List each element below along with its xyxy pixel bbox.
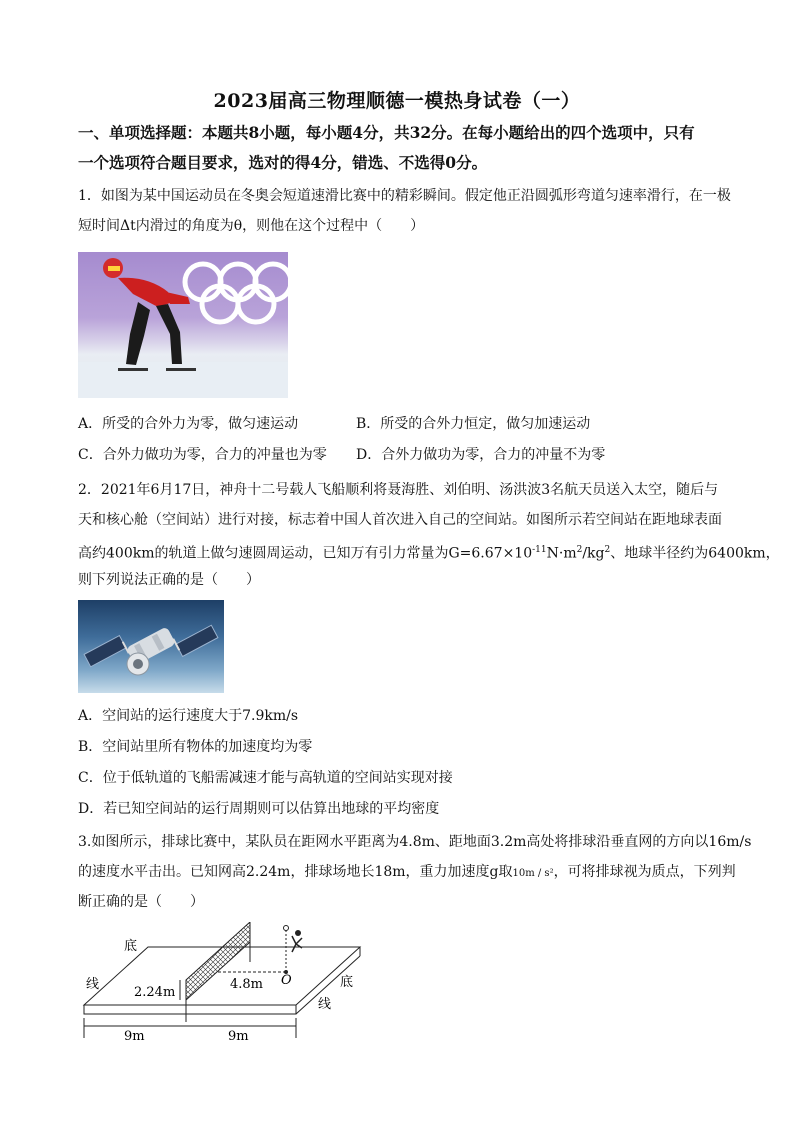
q3-stem-line3: 断正确的是（ ） [78,894,204,910]
label-half-right: 9m [228,1029,249,1042]
label-net-height: 2.24m [134,985,176,1000]
q1-option-d: D．合外力做功为零，合力的冲量不为零 [356,447,606,463]
q1-stem-line1: 1．如图为某中国运动员在冬奥会短道速滑比赛中的精彩瞬间。假定他正沿圆弧形弯道匀速率滑行，在一极 [78,188,731,204]
q2-exp-3: 2 [604,545,611,555]
space-station-photo [78,600,224,693]
q3-stem-line2 [78,862,736,884]
q2-stem-line3 [78,540,780,564]
label-point-o: O [281,973,292,988]
q1-option-c: C．合外力做功为零，合力的冲量也为零 [78,447,327,463]
q2-line3-part-c: /kg [582,545,605,562]
speed-skater-photo [78,252,288,398]
q1-stem-line2: 短时间Δt内滑过的角度为θ，则他在这个过程中（ ） [78,218,425,234]
speed-skater-illustration [78,252,288,398]
q3-line2-part-b: ，可将排球视为质点，下列判 [553,864,736,880]
q1-option-b: B．所受的合外力恒定，做匀加速运动 [356,416,591,432]
q3-stem-line1: 3.如图所示，排球比赛中，某队员在距网水平距离为4.8m、距地面3.2m高处将排球沿垂直网的方向以16m/s [78,834,752,850]
q2-line3-part-d: 、地球半径约为6400km， [610,545,780,562]
label-di-left: 底 [124,939,138,954]
q2-line3-part-b: N·m [546,545,577,562]
q2-exp-2: 2 [576,545,583,555]
q2-stem-line4: 则下列说法正确的是（ ） [78,572,260,588]
page-title: 2023届高三物理顺德一模热身试卷（一） [213,90,581,112]
label-xian-right: 线 [318,997,332,1012]
q2-exp-1: -11 [532,545,547,555]
section-heading-line2: 一个选项符合题目要求，选对的得4分，错选、不选得0分。 [78,153,488,172]
q2-option-d: D．若已知空间站的运行周期则可以估算出地球的平均密度 [78,801,440,817]
label-xian-left: 线 [86,977,100,992]
label-di-right: 底 [340,975,354,990]
q3-line2-part-a: 的速度水平击出。已知网高2.24m，排球场地长18m，重力加速度g取 [78,864,513,880]
q2-option-a: A．空间站的运行速度大于7.9km/s [78,708,299,724]
volleyball-court-diagram [78,922,378,1042]
q2-stem-line1: 2．2021年6月17日，神舟十二号载人飞船顺利将聂海胜、刘伯明、汤洪波3名航天员送入太空，随后与 [78,482,719,498]
label-distance: 4.8m [230,977,264,992]
section-heading-line1: 一、单项选择题：本题共8小题，每小题4分，共32分。在每小题给出的四个选项中，只有 [78,123,695,142]
q2-stem-line2: 天和核心舱（空间站）进行对接，标志着中国人首次进入自己的空间站。如图所示若空间站在距地球表面 [78,512,722,528]
q2-line3-part-a: 高约400km的轨道上做匀速圆周运动，已知万有引力常量为G=6.67×10 [78,545,533,562]
gravity-unit: 10m / s² [512,868,554,879]
label-half-left: 9m [124,1029,145,1042]
q2-option-c: C．位于低轨道的飞船需减速才能与高轨道的空间站实现对接 [78,770,453,786]
q2-option-b: B．空间站里所有物体的加速度均为零 [78,739,313,755]
space-station-illustration [78,600,224,693]
q1-option-a: A．所受的合外力为零，做匀速运动 [78,416,299,432]
court-drawing [78,922,378,1042]
